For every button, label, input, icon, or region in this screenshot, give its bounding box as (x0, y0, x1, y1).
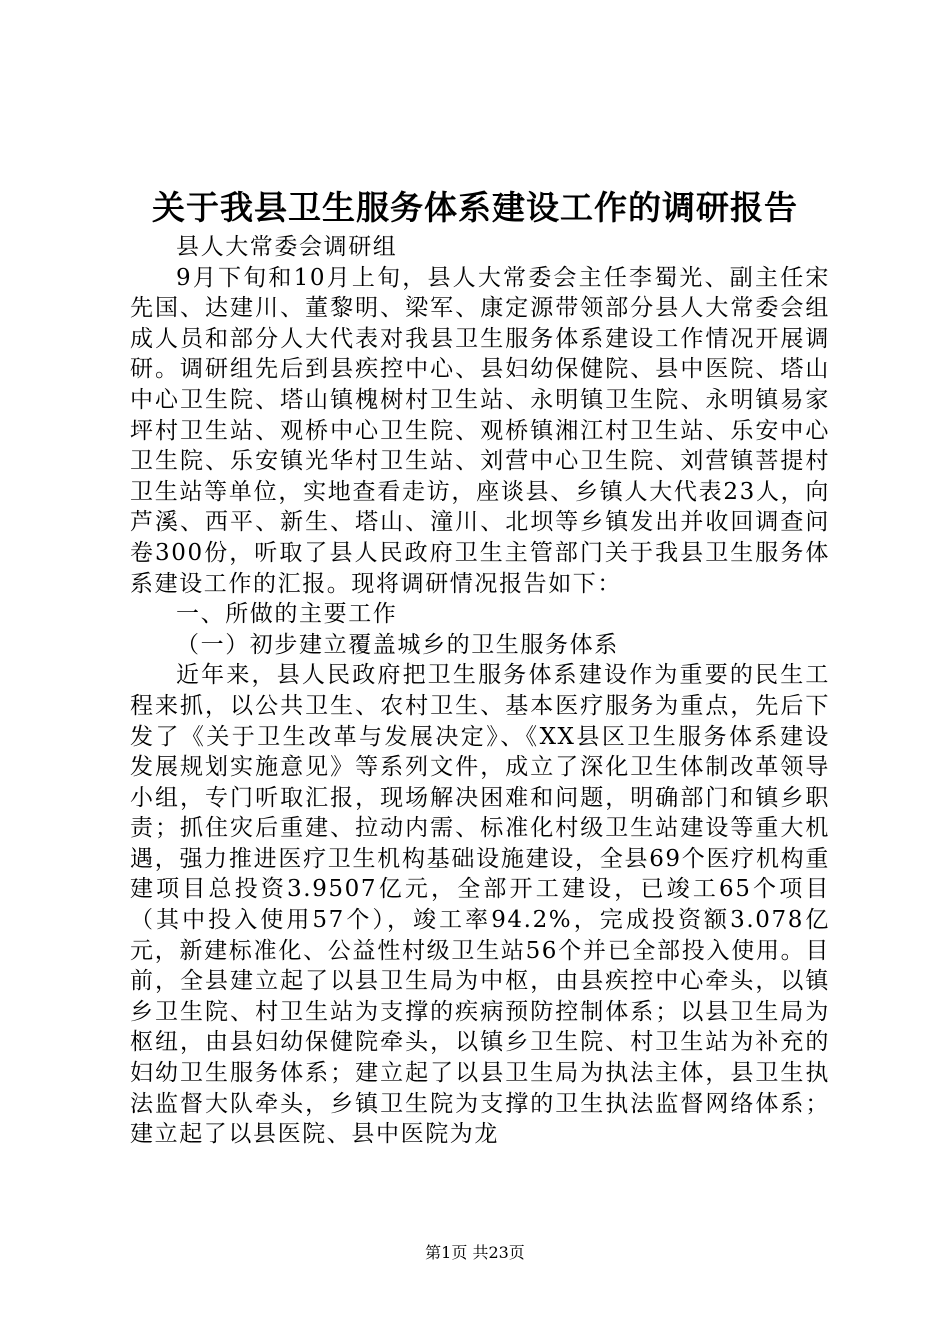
document-body (130, 232, 830, 1150)
body-paragraph: 近年来，县人民政府把卫生服务体系建设作为重要的民生工程来抓，以公共卫生、农村卫生、基本医疗服务为重点，先后下发了《关于卫生改革与发展决定》、《XX县区卫生服务体系建设发展规划实施意见》等系列文件，成立了深化卫生体制改革领导小组，专门听取汇报，现场解决困难和问题，明确部门和镇乡职责；抓住灾后重建、拉动内需、标准化村级卫生站建设等重大机遇，强力推进医疗卫生机构基础设施建设，全县69个医疗机构重建项目总投资3.9507亿元，全部开工建设，已竣工65个项目（其中投入使用57个），竣工率94.2%，完成投资额3.078亿元，新建标准化、公益性村级卫生站56个并已全部投入使用。目前，全县建立起了以县卫生局为中枢，由县疾控中心牵头，以镇乡卫生院、村卫生站为支撑的疾病预防控制体系；以县卫生局为枢纽，由县妇幼保健院牵头，以镇乡卫生院、村卫生站为补充的妇幼卫生服务体系；建立起了以县卫生局为执法主体，县卫生执法监督大队牵头，乡镇卫生院为支撑的卫生执法监督网络体系；建立起了以县医院、县中医院为龙 (130, 662, 830, 1148)
page-title: 关于我县卫生服务体系建设工作的调研报告 (152, 188, 798, 227)
intro-paragraph: 9月下旬和10月上旬，县人大常委会主任李蜀光、副主任宋先国、达建川、董黎明、梁军、康定源带领部分县人大常委会组成人员和部分人大代表对我县卫生服务体系建设工作情况开展调研。调研组先后到县疾控中心、县妇幼保健院、县中医院、塔山中心卫生院、塔山镇槐树村卫生站、永明镇卫生院、永明镇易家坪村卫生站、观桥中心卫生院、观桥镇湘江村卫生站、乐安中心卫生院、乐安镇光华村卫生站、刘营中心卫生院、刘营镇菩提村卫生站等单位，实地查看走访，座谈县、乡镇人大代表23人，向芦溪、西平、新生、塔山、潼川、北坝等乡镇发出并收回调查问卷300份，听取了县人民政府卫生主管部门关于我县卫生服务体系建设工作的汇报。现将调研情况报告如下： (130, 264, 830, 597)
subsection-heading: （一）初步建立覆盖城乡的卫生服务体系 (176, 631, 619, 658)
author-line: 县人大常委会调研组 (176, 234, 398, 260)
section-heading: 一、所做的主要工作 (176, 601, 398, 628)
page-number: 第1页 共23页 (425, 1243, 525, 1262)
